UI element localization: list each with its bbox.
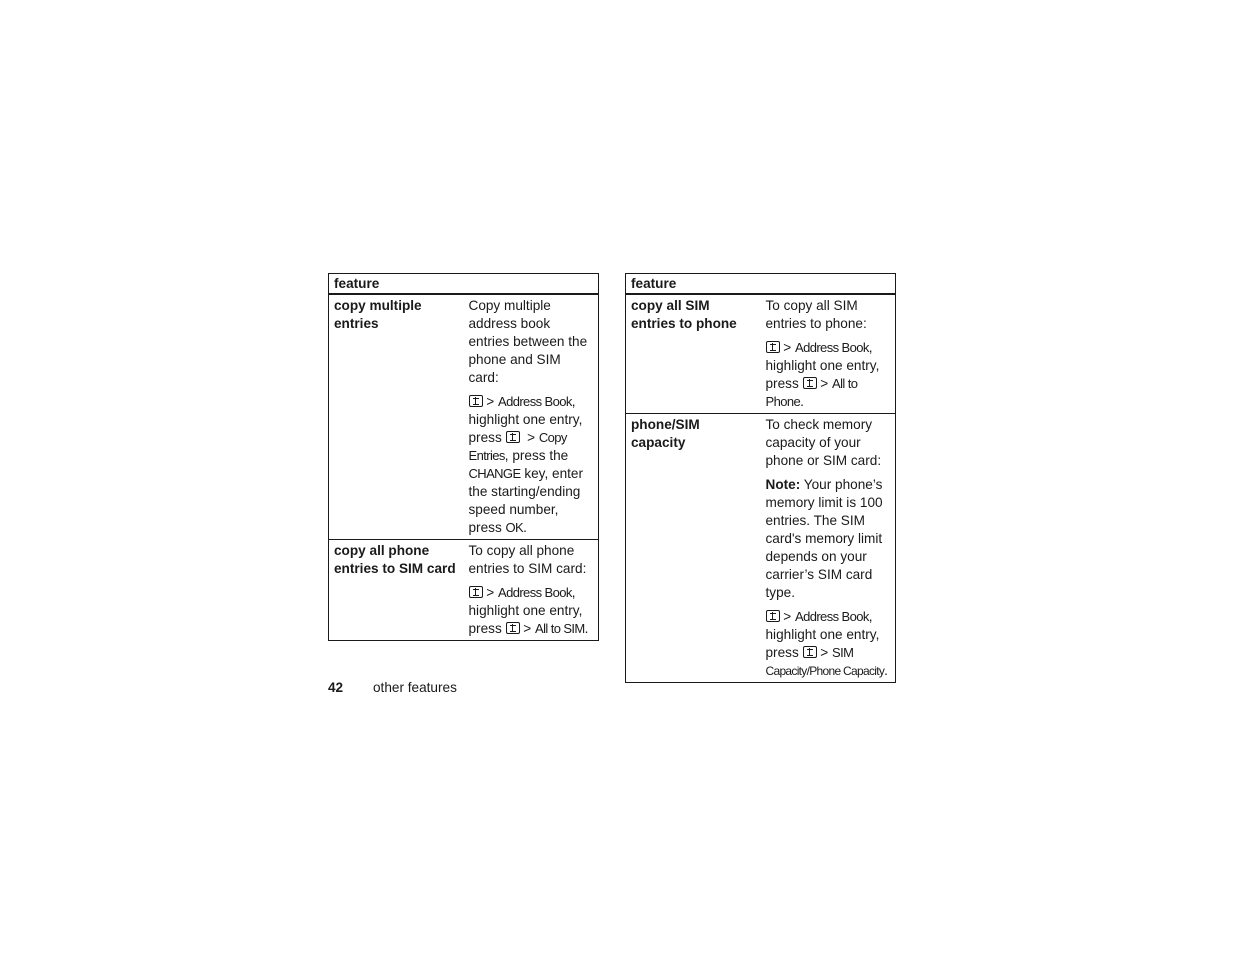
- table-row: [329, 540, 599, 641]
- note: [766, 476, 891, 602]
- feature-table-right: [625, 273, 896, 683]
- menu-key-icon: [506, 622, 520, 634]
- feature-description: [464, 294, 599, 540]
- menu-item-address-book: Address Book: [498, 394, 572, 409]
- menu-key-icon: [469, 586, 483, 598]
- menu-key-icon: [766, 610, 780, 622]
- table-header: feature: [329, 274, 599, 295]
- menu-key-icon: [469, 395, 483, 407]
- menu-item-all-to-phone: All to Phone: [765, 376, 858, 409]
- menu-item-address-book: Address Book: [795, 340, 869, 355]
- menu-key-icon: [506, 431, 520, 443]
- instruction-steps: > Address Book, highlight one entry, press > Copy Entries, press the CHANGE key, enter the starting/ending speed number, press OK.: [468, 394, 583, 535]
- soft-key-ok: OK: [505, 520, 524, 535]
- menu-item-address-book: Address Book: [795, 609, 869, 624]
- feature-description: [464, 540, 599, 641]
- instruction-steps: > Address Book, highlight one entry, press > All to SIM.: [468, 585, 589, 636]
- soft-key-change: CHANGE: [468, 466, 521, 481]
- feature-name: copy all SIM entries to phone: [631, 298, 737, 331]
- page-number: 42: [328, 680, 344, 695]
- table-row: [626, 414, 896, 683]
- menu-key-icon: [803, 377, 817, 389]
- feature-description: [761, 294, 896, 414]
- menu-item-address-book: Address Book: [498, 585, 572, 600]
- menu-item-capacity: Capacity/Phone Capacity: [765, 664, 885, 678]
- menu-key-icon: [766, 341, 780, 353]
- page-footer: [328, 680, 457, 695]
- menu-item-sim: SIM: [832, 645, 854, 660]
- section-title: other features: [373, 680, 457, 695]
- note-text: Your phone’s memory limit is 100 entries. The SIM card's memory limit depends on your carrier’s SIM card type.: [765, 477, 883, 600]
- feature-name: copy all phone entries to SIM card: [329, 540, 464, 641]
- feature-name: copy multiple entries: [334, 298, 422, 331]
- table-header: feature: [626, 274, 896, 295]
- feature-table-left: [328, 273, 599, 641]
- table-row: [626, 294, 896, 414]
- table-row: [329, 294, 599, 540]
- description-text: To copy all SIM entries to phone:: [765, 298, 867, 331]
- instruction-steps: > Address Book, highlight one entry, press > SIM Capacity/Phone Capacity.: [765, 609, 888, 678]
- instruction-steps: > Address Book, highlight one entry, press > All to Phone.: [765, 340, 880, 409]
- feature-description: [761, 414, 896, 683]
- note-label: Note:: [765, 477, 801, 492]
- description-text: To copy all phone entries to SIM card:: [468, 543, 587, 576]
- menu-item-all-to-sim: All to SIM: [535, 621, 585, 636]
- description-text: Copy multiple address book entries between the phone and SIM card:: [468, 298, 588, 385]
- menu-item-copy-entries: Copy Entries: [468, 430, 567, 463]
- menu-key-icon: [803, 646, 817, 658]
- feature-name: phone/SIM capacity: [626, 414, 761, 683]
- description-text: To check memory capacity of your phone or SIM card:: [765, 417, 882, 468]
